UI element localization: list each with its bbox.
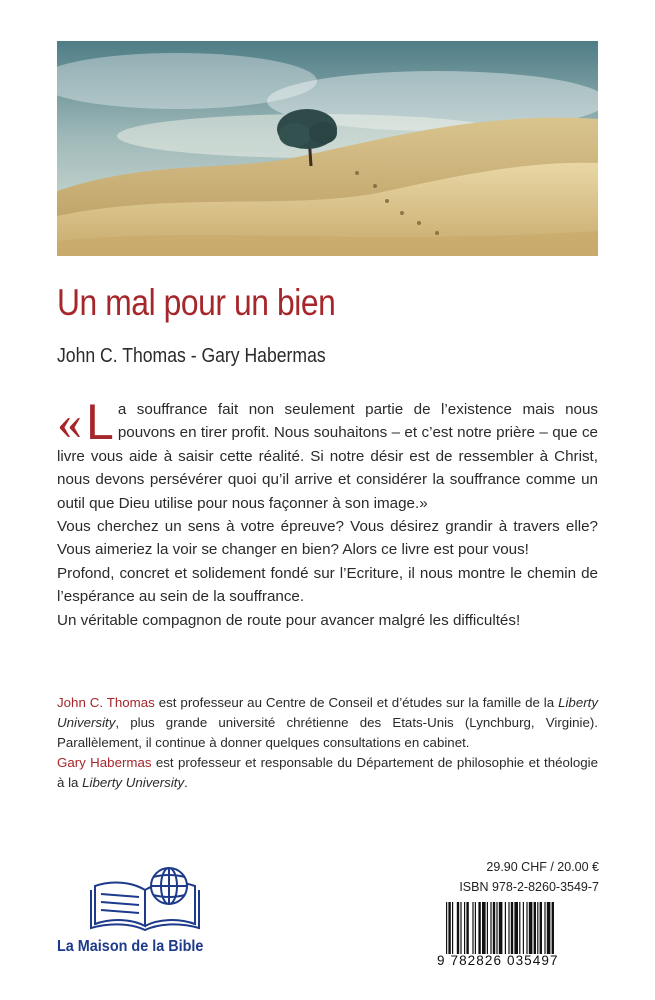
barcode-bar	[478, 902, 480, 954]
author-2-italic: Liberty University	[82, 775, 185, 790]
barcode-bar	[493, 902, 495, 954]
blurb-paragraph-2: Vous cherchez un sens à votre épreuve? Vous désirez grandir à travers elle? Vous aimeriez la voir se changer en bien? Alors ce livre est pour vous!	[57, 518, 598, 559]
barcode-bar	[464, 902, 465, 954]
barcode-bar	[457, 902, 459, 954]
barcode-bar	[523, 902, 524, 954]
barcode-bar	[487, 902, 488, 954]
barcode-bar	[490, 902, 491, 954]
book-authors: John C. Thomas - Gary Habermas	[57, 345, 326, 367]
barcode-bar	[472, 902, 473, 954]
author-bios	[57, 693, 598, 793]
author-2-text-a: est professeur et responsable du Département de philosophie et théologie à la	[57, 755, 598, 790]
publisher-logo	[57, 864, 237, 948]
barcode-digits: 9 782826 035497	[437, 953, 559, 968]
blurb-paragraph-1	[57, 394, 598, 515]
barcode-bar	[448, 902, 450, 954]
drop-cap: L	[86, 394, 114, 450]
barcode-bar	[552, 902, 554, 954]
isbn: ISBN 978-2-8260-3549-7	[459, 880, 599, 894]
author-bio-1	[57, 693, 598, 753]
author-2-text-b: .	[184, 775, 188, 790]
barcode-bar	[446, 902, 447, 954]
barcode-bar	[496, 902, 497, 954]
barcode-bar	[508, 902, 509, 954]
blurb-paragraph-1-text: a souffrance fait non seulement partie de l’existence mais nous pouvons en tirer profit. Nous souhaitons – et c’est notre prière – que ce livre vous aide à saisir cette réalité. Si notre désir est de ressembler à Christ, nous devons persévérer quoi qu’il arrive et considérer la souffrance comme un outil que Dieu utilise pour nous façonner à son image.»	[57, 401, 598, 512]
quote-mark: «	[57, 394, 82, 450]
author-1-text-a: est professeur au Centre de Conseil et d’études sur la famille de la	[154, 695, 559, 710]
barcode-bar	[499, 902, 503, 954]
blurb-paragraph-3: Profond, concret et solidement fondé sur l’Ecriture, il nous montre le chemin de l’espérance au sein de la souffrance.	[57, 564, 598, 606]
barcode-bar	[547, 902, 551, 954]
publisher-name: La Maison de la Bible	[57, 938, 204, 955]
barcode-bar	[452, 902, 453, 954]
barcode-bar	[529, 902, 533, 954]
blurb	[57, 394, 598, 632]
desert-tree-photo-icon	[57, 41, 598, 256]
blurb-paragraph-4: Un véritable compagnon de route pour avancer malgré les difficultés!	[57, 611, 521, 629]
barcode-bar	[519, 902, 520, 954]
author-1-italic: Liberty University	[57, 695, 598, 730]
cover-photo	[57, 41, 598, 256]
barcode-bar	[537, 902, 538, 954]
barcode-bar	[460, 902, 461, 954]
barcode-bar	[540, 902, 542, 954]
open-book-globe-logo-icon	[57, 864, 237, 940]
barcode-bar	[466, 902, 468, 954]
barcode-bar	[482, 902, 486, 954]
barcode-bar	[505, 902, 506, 954]
barcode-bar	[534, 902, 536, 954]
book-title: Un mal pour un bien	[57, 282, 336, 323]
author-bio-2	[57, 753, 598, 793]
barcode-bar	[511, 902, 513, 954]
barcode	[437, 898, 599, 970]
author-2-name: Gary Habermas	[57, 755, 152, 770]
barcode-bar	[544, 902, 545, 954]
barcode-bar	[514, 902, 518, 954]
barcode-bar	[475, 902, 476, 954]
barcode-bar	[526, 902, 527, 954]
barcode-bars	[446, 902, 596, 954]
price-box	[437, 857, 599, 897]
price: 29.90 CHF / 20.00 €	[486, 860, 599, 874]
author-1-text-b: , plus grande université chrétienne des Etats-Unis (Lynchburg, Virginie). Parallèlement, il continue à donner quelques consultations en cabinet.	[57, 715, 598, 750]
author-1-name: John C. Thomas	[57, 695, 155, 710]
